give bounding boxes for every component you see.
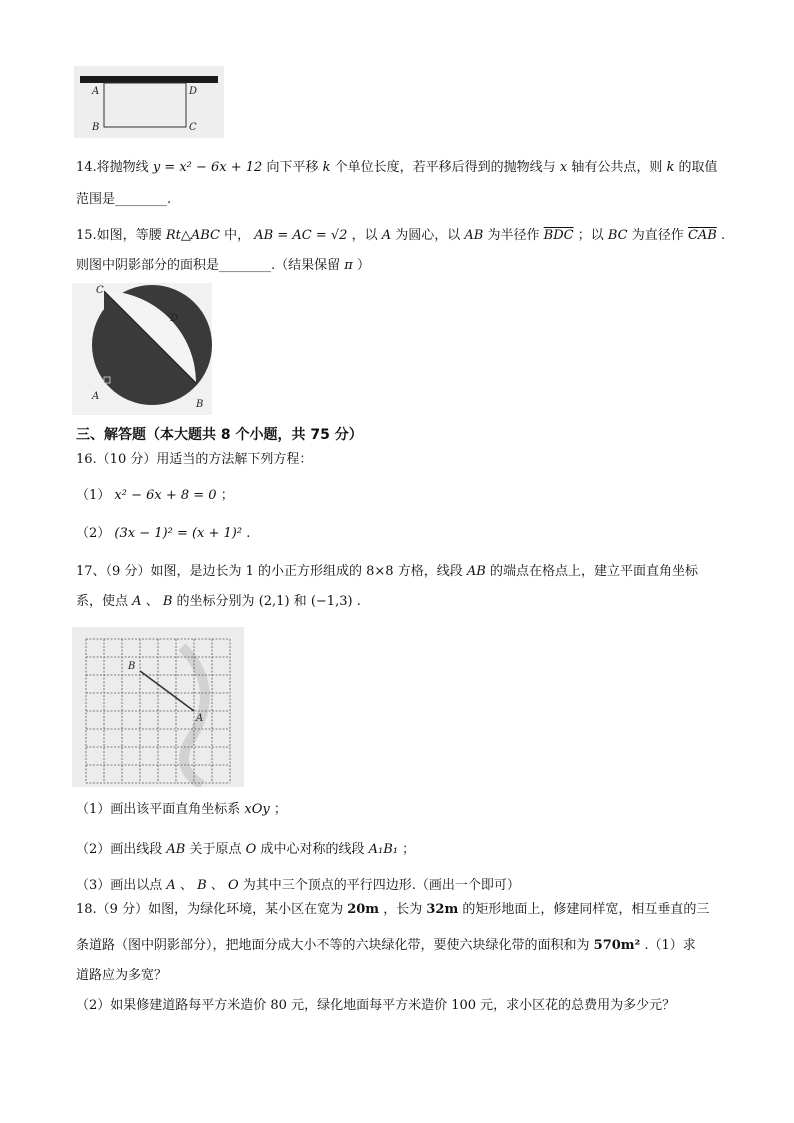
text: 17、（9 分）如图，是边长为 1 的小正方形组成的: [76, 564, 362, 579]
label-b: B: [128, 661, 136, 672]
quantity: 20m: [347, 902, 380, 917]
formula: AB = AC = √2: [254, 228, 348, 243]
arc-label: $\overline{BDC}$: [543, 228, 574, 243]
section-heading: [76, 425, 363, 445]
variable: xOy: [244, 802, 270, 817]
text: （1）画出该平面直角坐标系: [76, 802, 241, 817]
text: 的端点在格点上，建立平面直角坐标: [489, 564, 698, 579]
text: 15.如图，等腰: [76, 228, 162, 243]
text: ；: [402, 842, 416, 857]
q15-line2: [76, 256, 370, 276]
variable: A₁B₁: [368, 842, 399, 857]
text: 、: [179, 878, 193, 893]
variable: x: [559, 160, 568, 175]
variable: k: [322, 160, 331, 175]
q16-part2: [76, 524, 250, 544]
text: 为直径作: [631, 228, 684, 243]
text: 14.将抛物线: [76, 160, 149, 175]
text: .（1）求: [644, 938, 696, 953]
text: 为圆心，以: [395, 228, 461, 243]
text: ，以: [351, 228, 378, 243]
text: （3）画出以点: [76, 878, 163, 893]
q18-line3: [76, 966, 167, 986]
text: 为半径作: [487, 228, 540, 243]
coordinate: (2,1): [258, 594, 290, 609]
text: 向下平移: [266, 160, 319, 175]
label-c: C: [96, 285, 104, 296]
text: ；以: [577, 228, 604, 243]
variable: B: [197, 878, 207, 893]
text: （2）如果修建道路每平方米造价 80 元，绿化地面每平方米造价 100 元，求小区花的总费用为多少元？: [76, 998, 676, 1013]
arc-label: $\overline{CAB}$: [687, 228, 717, 243]
variable: A: [381, 228, 392, 243]
text: 个单位长度，若平移后得到的抛物线与: [334, 160, 556, 175]
text: 中，: [224, 228, 251, 243]
q18-line2: [76, 936, 696, 956]
text: 范围是________.: [76, 192, 172, 207]
variable: AB: [464, 228, 484, 243]
q17-line1: [76, 562, 698, 582]
q17-part2: [76, 840, 415, 860]
text: 的矩形地面上，修建同样宽，相互垂直的三: [462, 902, 710, 917]
heading-text: 三、解答题（本大题共 8 个小题，共 75 分）: [76, 427, 363, 443]
text: （1）: [76, 488, 111, 503]
variable: O: [227, 878, 239, 893]
text: 轴有公共点，则: [571, 160, 663, 175]
formula: Rt△ABC: [165, 228, 220, 243]
label-d: D: [170, 313, 179, 324]
text: 方格，线段: [397, 564, 463, 579]
label-b: B: [196, 399, 204, 410]
quantity: 32m: [426, 902, 459, 917]
text: ）: [356, 258, 370, 273]
formula: y = x² − 6x + 12: [152, 160, 263, 175]
q17-part3: [76, 876, 520, 896]
variable: B: [162, 594, 173, 609]
label-b: B: [92, 122, 100, 133]
text: 、: [210, 878, 224, 893]
text: ，长为: [383, 902, 423, 917]
variable: A: [166, 878, 176, 893]
q14-line1: [76, 158, 718, 178]
text: .: [246, 526, 251, 541]
figure-rectangle-abcd: [74, 66, 224, 138]
q14-line2: [76, 190, 171, 210]
ceiling-bar: [80, 76, 218, 83]
formula: 8×8: [366, 564, 394, 579]
text: 、: [145, 594, 159, 609]
variable: π: [344, 258, 353, 273]
figure-grid-8x8: [72, 627, 244, 787]
text: （2）画出线段: [76, 842, 163, 857]
variable: AB: [166, 842, 186, 857]
text: 16.（10 分）用适当的方法解下列方程：: [76, 452, 313, 467]
label-d: D: [189, 86, 198, 97]
coordinate: (−1,3): [310, 594, 353, 609]
label-a: A: [196, 713, 204, 724]
q17-line2: [76, 592, 361, 612]
label-a: A: [92, 391, 100, 402]
quantity: 570m²: [593, 938, 641, 953]
variable: AB: [466, 564, 486, 579]
formula: x² − 6x + 8 = 0: [114, 488, 217, 503]
text: 的坐标分别为: [176, 594, 255, 609]
formula: (3x − 1)² = (x + 1)²: [114, 526, 243, 541]
q17-part1: [76, 800, 287, 820]
text: 条道路（图中阴影部分），把地面分成大小不等的六块绿化带，要使六块绿化带的面积和为: [76, 938, 590, 953]
q18-line4: [76, 996, 675, 1016]
text: 关于原点: [189, 842, 242, 857]
variable: BC: [607, 228, 628, 243]
text: ；: [220, 488, 234, 503]
label-c: C: [189, 122, 197, 133]
figure-shaded-arcs: [72, 283, 212, 415]
text: .: [720, 228, 726, 243]
label-a: A: [92, 86, 100, 97]
text: ；: [273, 802, 287, 817]
text: 的取值: [678, 160, 718, 175]
text: 则图中阴影部分的面积是________.（结果保留: [76, 258, 341, 273]
q18-line1: [76, 900, 709, 920]
text: 系，使点: [76, 594, 129, 609]
q16-part1: [76, 486, 234, 506]
text: 成中心对称的线段: [260, 842, 365, 857]
text: 为其中三个顶点的平行四边形.（画出一个即可）: [242, 878, 520, 893]
text: （2）: [76, 526, 111, 541]
variable: O: [245, 842, 257, 857]
q16-intro: [76, 450, 312, 470]
q15-line1: [76, 226, 725, 246]
text: 道路应为多宽？: [76, 968, 168, 983]
variable: k: [666, 160, 675, 175]
text: 18.（9 分）如图，为绿化环境，某小区在宽为: [76, 902, 344, 917]
text: 和: [293, 594, 307, 609]
variable: A: [132, 594, 142, 609]
text: .: [356, 594, 361, 609]
